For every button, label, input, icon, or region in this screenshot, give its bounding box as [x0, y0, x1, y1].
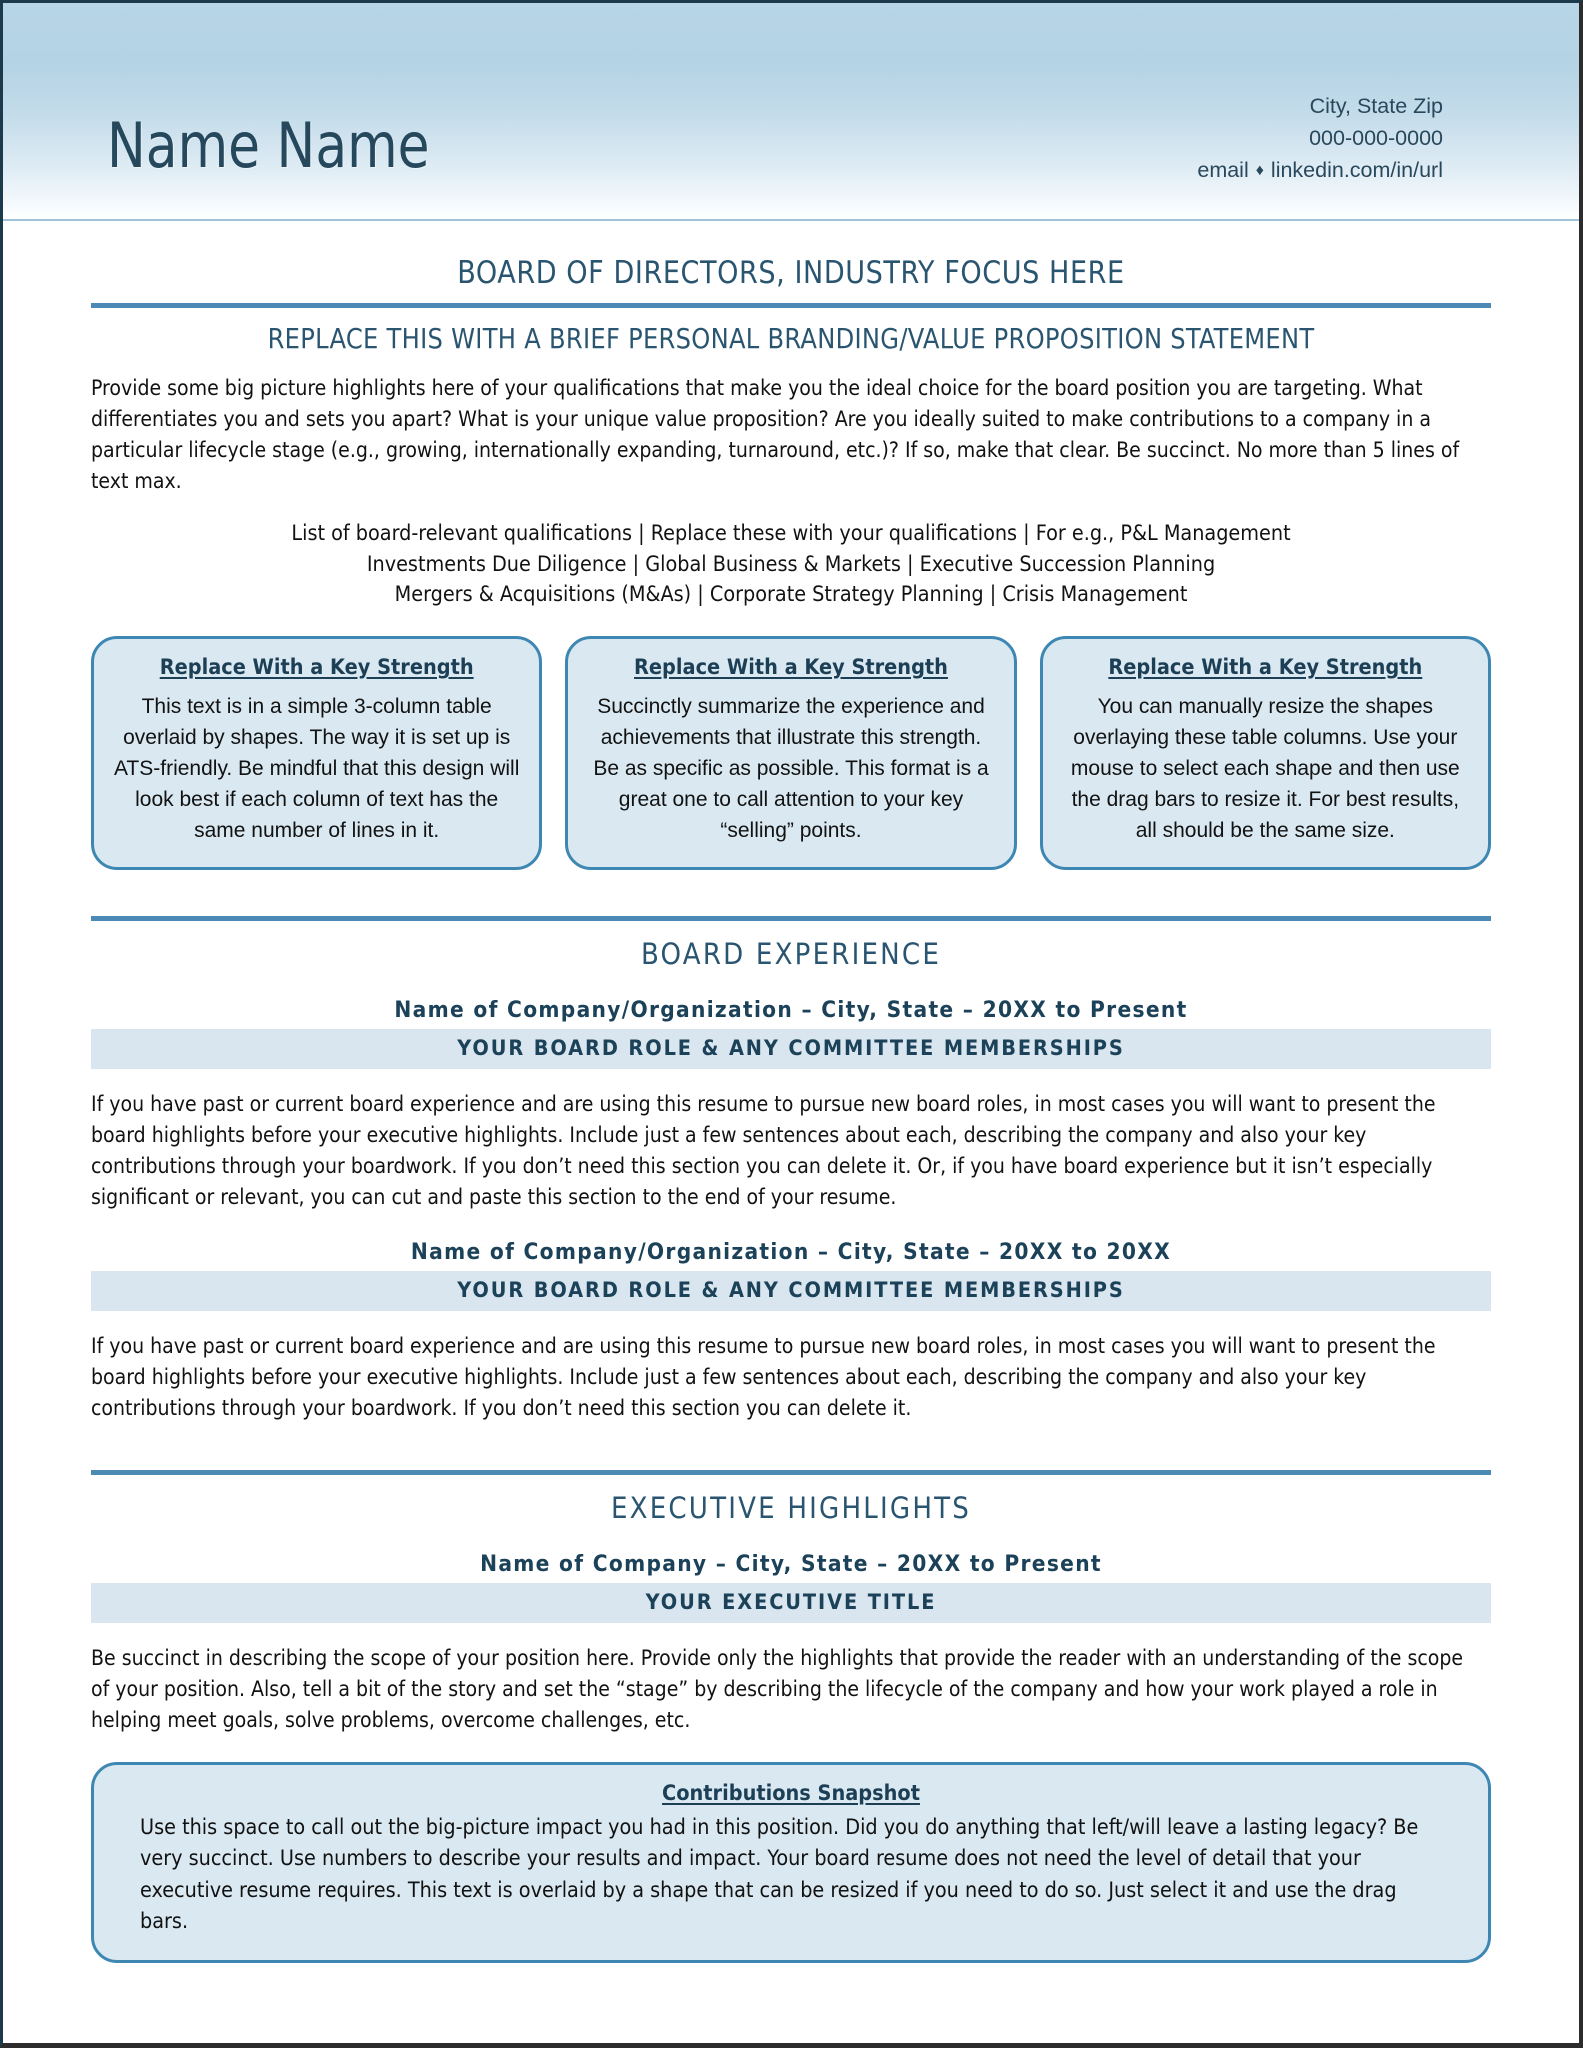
board-role-bar: YOUR BOARD ROLE & ANY COMMITTEE MEMBERSHIPS	[91, 1029, 1491, 1069]
spacer	[91, 870, 1491, 904]
board-company-line: Name of Company/Organization – City, State – 20XX to Present	[394, 996, 1188, 1023]
executive-entry-description: Be succinct in describing the scope of your position here. Provide only the highlights that provide the reader with an understanding of the scope of your position. Also, tell a bit of the story and set the “stage” by describing the lifecycle of the company and how your work played a role in helping meet goals, solve problems, overcome challenges, etc.	[91, 1645, 1464, 1733]
key-strength-body: This text is in a simple 3-column table overlaid by shapes. The way it is set up is ATS-friendly. Be mindful that this design will look best if each column of text has the same number of lines in it.	[113, 695, 520, 842]
header-band	[3, 3, 1579, 221]
divider-rule-board	[91, 916, 1491, 921]
section-heading-board-experience: BOARD EXPERIENCE	[640, 936, 942, 971]
contributions-snapshot-body: Use this space to call out the big-picture impact you had in this position. Did you do anything that left/will leave a lasting legacy? Be very succinct. Use numbers to describe your results and impact. Your board resume does not need the level of detail that your executive resume requires. This text is overlaid by a shape that can be resized if you need to do so. Just select it and use the drag bars.	[140, 1814, 1419, 1935]
key-strength-body: Succinctly summarize the experience and achievements that illustrate this strength. Be as specific as possible. This format is a great one to call attention to your key “selling” points.	[593, 695, 989, 842]
contributions-snapshot-box[interactable]	[91, 1762, 1491, 1963]
board-role-bar: YOUR BOARD ROLE & ANY COMMITTEE MEMBERSHIPS	[91, 1271, 1491, 1311]
contact-phone[interactable]: 000-000-0000	[1309, 125, 1443, 150]
board-company-line: Name of Company/Organization – City, State – 20XX to 20XX	[410, 1238, 1172, 1265]
contact-linkedin[interactable]: linkedin.com/in/url	[1270, 157, 1443, 182]
contributions-snapshot-title: Contributions Snapshot	[662, 1780, 920, 1806]
contact-info	[1197, 91, 1443, 186]
qualification-line: Mergers & Acquisitions (M&As) | Corporate Strategy Planning | Crisis Management	[394, 581, 1188, 607]
spacer	[91, 1424, 1491, 1458]
name-block	[107, 109, 454, 182]
document-content	[3, 255, 1579, 1963]
divider-rule-top	[91, 303, 1491, 308]
qualification-line: List of board-relevant qualifications | Replace these with your qualifications | For e.g., P&L Management	[291, 521, 1291, 547]
key-strength-title: Replace With a Key Strength	[1108, 655, 1423, 681]
qualification-line: Investments Due Diligence | Global Business & Markets | Executive Succession Planning	[366, 551, 1216, 577]
divider-rule-executive	[91, 1470, 1491, 1475]
contact-location: City, State Zip	[1309, 94, 1443, 118]
key-strength-title: Replace With a Key Strength	[634, 655, 948, 681]
board-entry-description: If you have past or current board experience and are using this resume to pursue new board roles, in most cases you will want to present the board highlights before your executive highlights. Include just a few sentences about each, describing the company and also your key contributions through your boardwork. If you don’t need this section you can delete it. Or, if you have board experience but it isn’t especially significant or relevant, you can cut and paste this section to the end of your resume.	[91, 1091, 1436, 1210]
key-strength-title: Replace With a Key Strength	[159, 655, 474, 681]
key-strength-box[interactable]	[565, 636, 1016, 869]
key-strength-body: You can manually resize the shapes overlaying these table columns. Use your mouse to select each shape and then use the drag bars to resize it. For best results, all should be the same size.	[1070, 695, 1460, 842]
contact-email-linkedin	[1197, 155, 1443, 187]
executive-company-line: Name of Company – City, State – 20XX to Present	[480, 1550, 1102, 1577]
key-strength-box[interactable]	[91, 636, 542, 869]
key-strengths-row	[91, 636, 1491, 869]
contact-email[interactable]: email	[1197, 157, 1249, 182]
page-title: Name Name	[107, 109, 430, 182]
branding-paragraph: Provide some big picture highlights here of your qualifications that make you the ideal choice for the board position you are targeting. What differentiates you and sets you apart? What is your unique value proposition? Are you ideally suited to make contributions to a company in a particular lifecycle stage (e.g., growing, internationally expanding, turnaround, etc.)? If so, make that clear. Be succinct. No more than 5 lines of text max.	[91, 376, 1460, 495]
branding-heading: REPLACE THIS WITH A BRIEF PERSONAL BRANDING/VALUE PROPOSITION STATEMENT	[267, 322, 1315, 355]
board-entry-description: If you have past or current board experience and are using this resume to pursue new board roles, in most cases you will want to present the board highlights before your executive highlights. Include just a few sentences about each, describing the company and also your key contributions through your boardwork. If you don’t need this section you can delete it.	[91, 1333, 1436, 1421]
diamond-separator-icon: ♦	[1255, 161, 1264, 179]
qualifications-list	[91, 519, 1491, 610]
executive-role-bar: YOUR EXECUTIVE TITLE	[91, 1583, 1491, 1623]
document-headline: BOARD OF DIRECTORS, INDUSTRY FOCUS HERE	[457, 255, 1125, 291]
key-strength-box[interactable]	[1040, 636, 1491, 869]
section-heading-executive-highlights: EXECUTIVE HIGHLIGHTS	[610, 1490, 972, 1525]
